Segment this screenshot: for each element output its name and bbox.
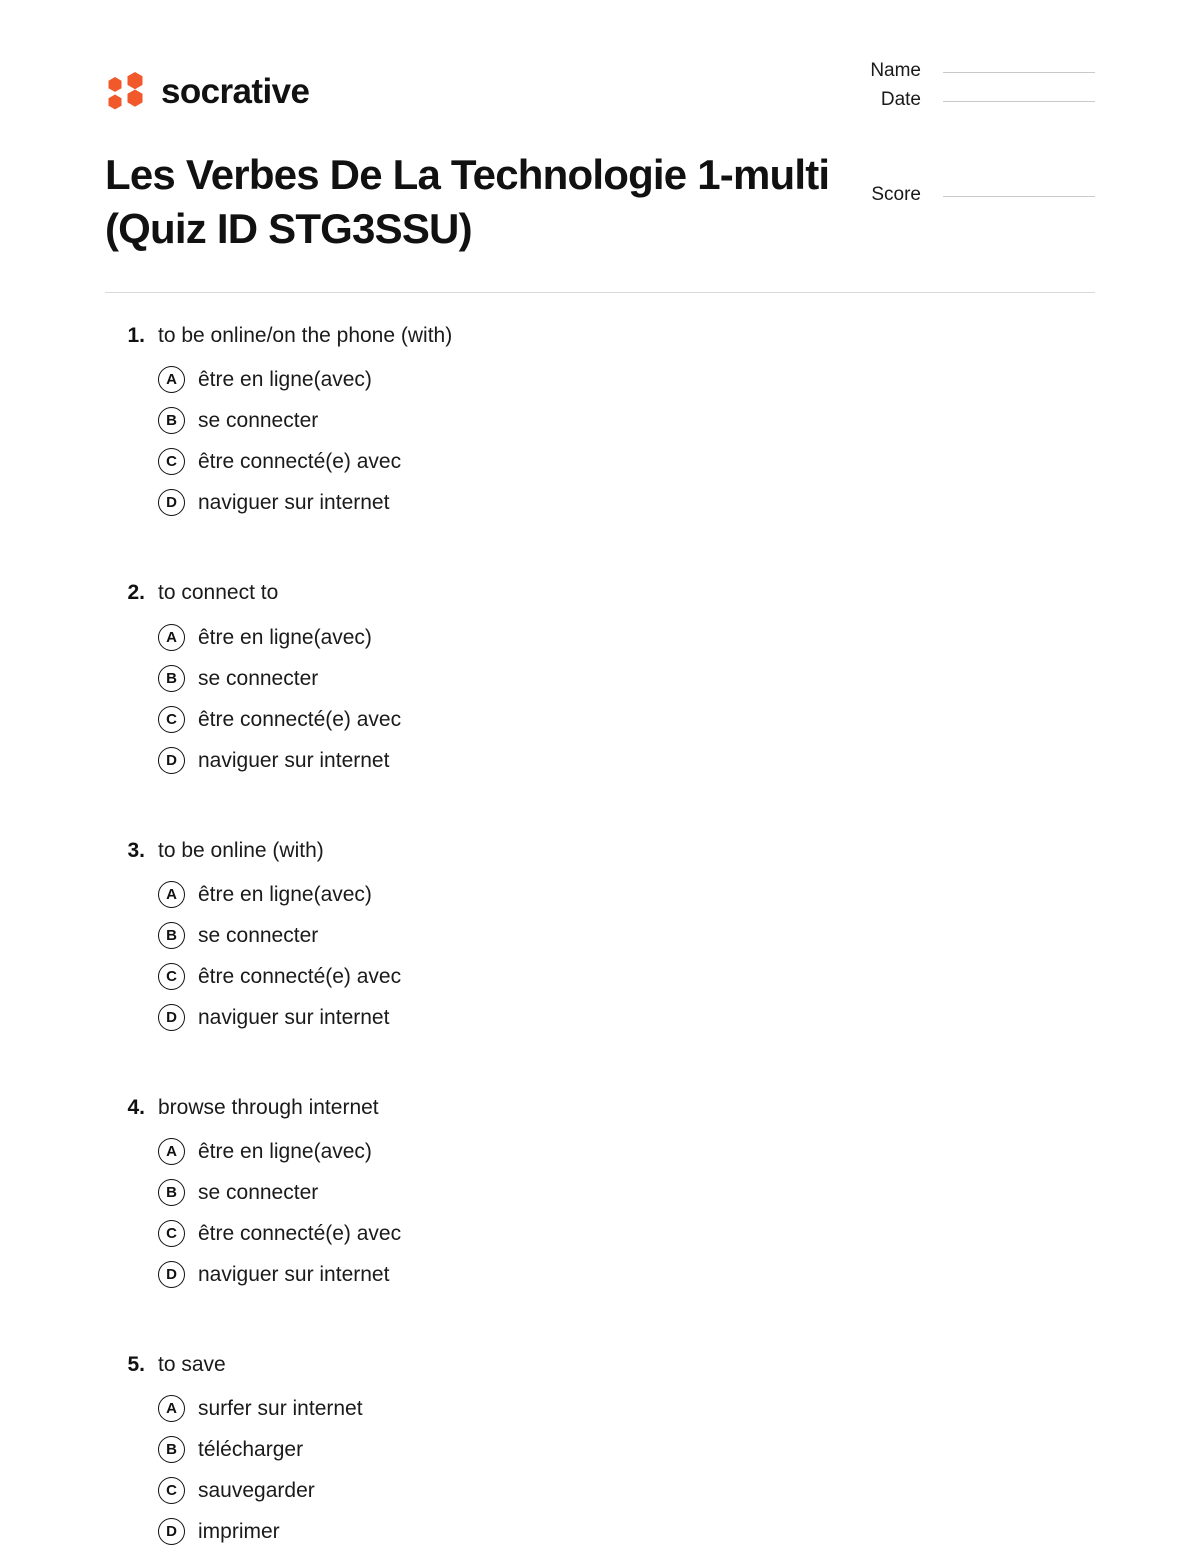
question-header <box>105 837 1095 864</box>
answer-bubble[interactable]: C <box>158 706 185 733</box>
answer-option[interactable] <box>105 482 1095 523</box>
question-header <box>105 1351 1095 1378</box>
question-number: 2. <box>127 581 145 605</box>
answer-option-text: être en ligne(avec) <box>198 882 372 906</box>
question-header <box>105 579 1095 606</box>
answer-bubble[interactable]: C <box>158 448 185 475</box>
question-number: 4. <box>127 1095 145 1119</box>
answer-option-text: se connecter <box>198 666 319 690</box>
answer-option[interactable] <box>105 1511 1095 1552</box>
answer-bubble[interactable]: D <box>158 747 185 774</box>
answer-bubble[interactable]: B <box>158 1436 185 1463</box>
answer-option[interactable] <box>105 441 1095 482</box>
answer-option[interactable] <box>105 359 1095 400</box>
question-text: browse through internet <box>158 1095 379 1119</box>
answer-bubble[interactable]: D <box>158 489 185 516</box>
answer-option-text: être connecté(e) avec <box>198 707 402 731</box>
answer-option-text: être connecté(e) avec <box>198 450 402 474</box>
answer-option-text: télécharger <box>198 1438 304 1462</box>
answer-option[interactable] <box>105 1470 1095 1511</box>
answer-option[interactable] <box>105 1388 1095 1429</box>
answer-bubble[interactable]: A <box>158 624 185 651</box>
answer-option-text: imprimer <box>198 1520 280 1544</box>
question-block <box>105 322 1095 523</box>
answer-option[interactable] <box>105 1213 1095 1254</box>
answer-option-text: se connecter <box>198 923 319 947</box>
name-label: Name <box>870 60 921 81</box>
question-number: 1. <box>127 324 145 347</box>
answer-bubble[interactable]: C <box>158 963 185 990</box>
answer-option-text: naviguer sur internet <box>198 491 390 515</box>
student-info-fields <box>855 60 1095 213</box>
page-header <box>105 60 1095 290</box>
answer-option[interactable] <box>105 400 1095 441</box>
question-list <box>105 322 1095 1552</box>
question-header <box>105 1094 1095 1121</box>
name-input-line[interactable] <box>943 71 1095 73</box>
score-field-row <box>855 184 1095 213</box>
answer-bubble[interactable]: B <box>158 922 185 949</box>
question-text: to save <box>158 1353 226 1377</box>
score-input-line[interactable] <box>943 195 1095 197</box>
question-block <box>105 1094 1095 1295</box>
socrative-hexagons-icon <box>105 68 147 114</box>
answer-bubble[interactable]: D <box>158 1518 185 1545</box>
answer-option-text: être en ligne(avec) <box>198 1140 372 1164</box>
answer-option[interactable] <box>105 1172 1095 1213</box>
answer-bubble[interactable]: A <box>158 366 185 393</box>
answer-option[interactable] <box>105 740 1095 781</box>
question-text: to be online (with) <box>158 838 324 862</box>
question-block <box>105 1351 1095 1552</box>
socrative-wordmark: socrative <box>161 71 310 111</box>
answer-option[interactable] <box>105 1429 1095 1470</box>
answer-option-text: être connecté(e) avec <box>198 964 402 988</box>
answer-option-text: être connecté(e) avec <box>198 1222 402 1246</box>
answer-bubble[interactable]: A <box>158 1138 185 1165</box>
question-header <box>105 322 1095 349</box>
answer-bubble[interactable]: B <box>158 1179 185 1206</box>
date-input-line[interactable] <box>943 100 1095 102</box>
answer-option[interactable] <box>105 997 1095 1038</box>
socrative-brand <box>105 68 309 114</box>
page-title: Les Verbes De La Technologie 1-multi (Quiz ID STG3SSU) <box>105 151 830 252</box>
answer-option[interactable] <box>105 956 1095 997</box>
question-number: 5. <box>127 1353 145 1377</box>
answer-option-text: se connecter <box>198 409 319 433</box>
answer-option-text: être en ligne(avec) <box>198 368 372 392</box>
answer-option[interactable] <box>105 1131 1095 1172</box>
question-text: to be online/on the phone (with) <box>158 324 453 347</box>
question-block <box>105 837 1095 1038</box>
score-label: Score <box>871 184 921 205</box>
answer-bubble[interactable]: B <box>158 407 185 434</box>
answer-bubble[interactable]: D <box>158 1261 185 1288</box>
name-field-row <box>855 60 1095 89</box>
answer-bubble[interactable]: A <box>158 1395 185 1422</box>
answer-option-text: naviguer sur internet <box>198 1005 390 1029</box>
answer-option[interactable] <box>105 1254 1095 1295</box>
answer-option-text: naviguer sur internet <box>198 748 390 772</box>
question-text: to connect to <box>158 581 279 605</box>
answer-option-text: surfer sur internet <box>198 1397 363 1421</box>
date-field-row <box>855 89 1095 118</box>
header-divider <box>105 292 1095 293</box>
question-number: 3. <box>127 838 145 862</box>
answer-option-text: se connecter <box>198 1181 319 1205</box>
answer-option-text: naviguer sur internet <box>198 1263 390 1287</box>
answer-bubble[interactable]: D <box>158 1004 185 1031</box>
answer-option[interactable] <box>105 617 1095 658</box>
question-block <box>105 579 1095 780</box>
answer-bubble[interactable]: C <box>158 1220 185 1247</box>
date-label: Date <box>880 89 921 110</box>
answer-option[interactable] <box>105 915 1095 956</box>
answer-bubble[interactable]: A <box>158 881 185 908</box>
answer-option-text: être en ligne(avec) <box>198 625 372 649</box>
answer-bubble[interactable]: C <box>158 1477 185 1504</box>
answer-bubble[interactable]: B <box>158 665 185 692</box>
answer-option[interactable] <box>105 699 1095 740</box>
answer-option[interactable] <box>105 874 1095 915</box>
meta-spacer <box>855 118 1095 184</box>
answer-option-text: sauvegarder <box>198 1479 315 1503</box>
answer-option[interactable] <box>105 658 1095 699</box>
